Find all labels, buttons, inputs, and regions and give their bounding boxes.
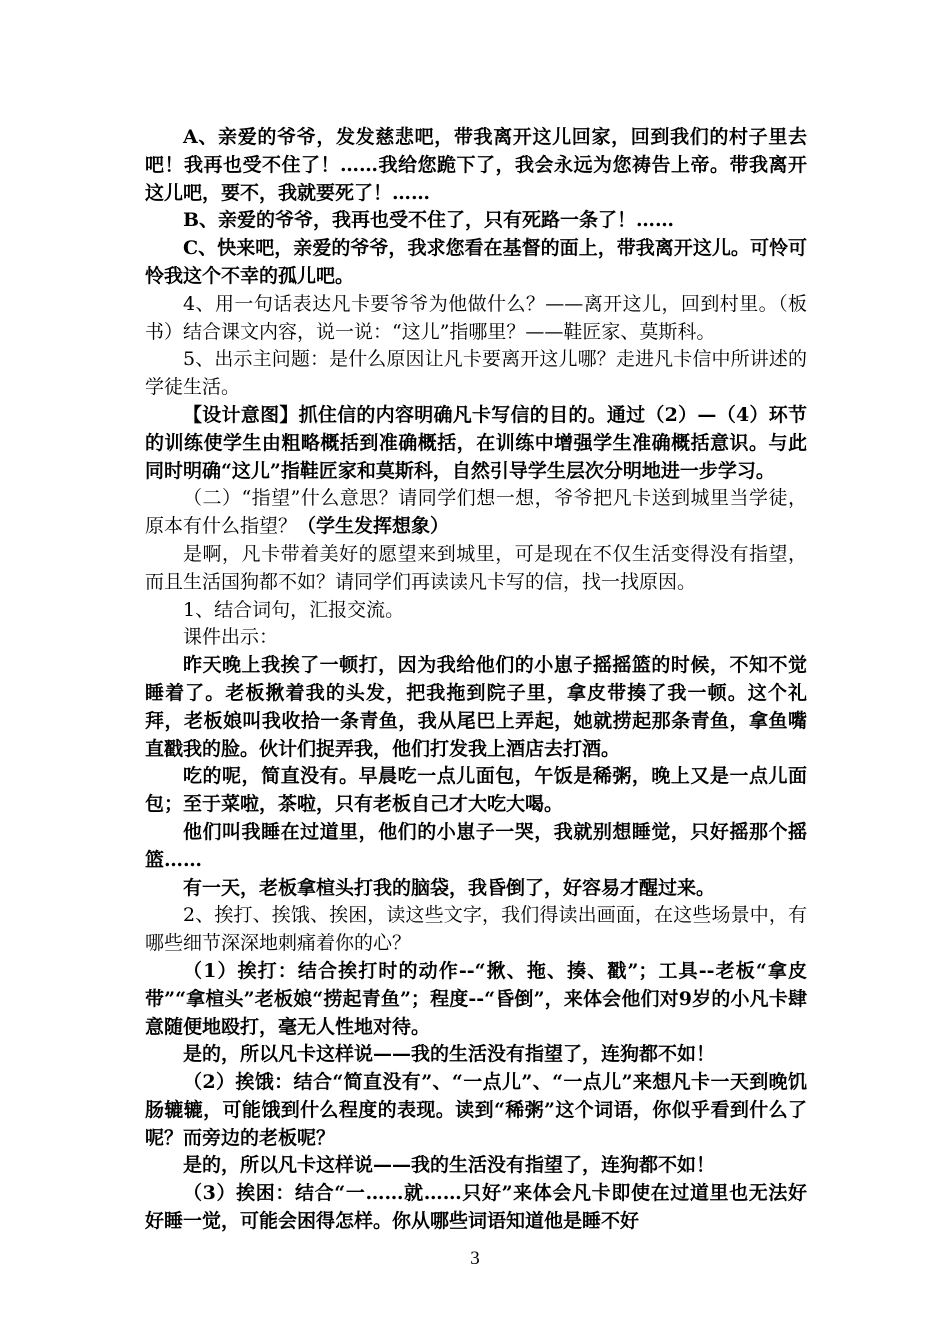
paragraph-intro: 是啊，凡卡带着美好的愿望来到城里，可是现在不仅生活变得没有指望，而且生活国狗都不如？请同学们再读读凡卡写的信，找一找原因。	[145, 542, 807, 593]
paragraph-quote-faint: 有一天，老板拿楦头打我的脑袋，我昏倒了，好容易才醒过来。	[183, 876, 716, 899]
paragraph-point-sleepy: （3）挨困：结合“一……就……只好”来体会凡卡即使在过道里也无法好好睡一觉，可能会困得怎样。你从哪些词语知道他是睡不好	[145, 1182, 807, 1233]
paragraph-step-4: 4、用一句话表达凡卡要爷爷为他做什么？——离开这儿，回到村里。（板书）结合课文内容，说一说：“这儿”指哪里？——鞋匠家、莫斯科。	[145, 292, 807, 343]
paragraph-step-2: 2、挨打、挨饿、挨困，读这些文字，我们得读出画面，在这些场景中，有哪些细节深深地刺痛着你的心？	[145, 904, 807, 955]
paragraph-quote-sleep: 他们叫我睡在过道里，他们的小崽子一哭，我就别想睡觉，只好摇那个摇篮……	[145, 820, 807, 871]
paragraph-point-beaten: （1）挨打：结合挨打时的动作--“揪、拖、揍、戳”；工具--老板“拿皮带”“拿楦头”老板娘“捞起青鱼”；程度--“昏倒”，来体会他们对9岁的小凡卡肆意随便地殴打，毫无人性地对待。	[145, 959, 807, 1038]
paragraph-quote-food: 吃的呢，简直没有。早晨吃一点儿面包，午饭是稀粥，晚上又是一点儿面包；至于菜啦，茶啦，只有老板自己才大吃大喝。	[145, 765, 807, 816]
paragraph-step-5: 5、出示主问题：是什么原因让凡卡要离开这儿哪？走进凡卡信中所讲述的学徒生活。	[145, 348, 807, 399]
page-number: 3	[470, 1248, 480, 1269]
paragraph-point-hunger: （2）挨饿：结合“简直没有”、“一点儿”、“一点儿”来想凡卡一天到晚饥肠辘辘，可能饿到什么程度的表现。读到“稀粥”这个词语，你似乎看到什么了呢？而旁边的老板呢？	[145, 1071, 807, 1149]
paragraph-quote-beaten: 昨天晚上我挨了一顿打，因为我给他们的小崽子摇摇篮的时候，不知不觉睡着了。老板揪着我的头发，把我拖到院子里，拿皮带揍了我一顿。这个礼拜，老板娘叫我收拾一条青鱼，我从尾巴上弄起，她就捞起那条青鱼，拿鱼嘴直戳我的脸。伙计们捉弄我，他们打发我上酒店去打酒。	[145, 654, 807, 760]
paragraph-option-a: A、亲爱的爷爷，发发慈悲吧，带我离开这儿回家，回到我们的村子里去吧！我再也受不住了！……我给您跪下了，我会永远为您祷告上帝。带我离开这儿吧，要不，我就要死了！……	[145, 126, 807, 204]
paragraph-conclusion-1: 是的，所以凡卡这样说——我的生活没有指望了，连狗都不如！	[183, 1043, 716, 1066]
paragraph-conclusion-2: 是的，所以凡卡这样说——我的生活没有指望了，连狗都不如！	[183, 1154, 716, 1177]
document-body	[145, 124, 807, 1236]
paragraph-option-b: B、亲爱的爷爷，我再也受不住了，只有死路一条了！……	[183, 209, 675, 232]
paragraph-option-c: C、快来吧，亲爱的爷爷，我求您看在基督的面上，带我离开这儿。可怜可怜我这个不幸的孤儿吧。	[145, 237, 807, 287]
paragraph-step-1: 1、结合词句，汇报交流。	[183, 598, 405, 621]
paragraph-design-intent: 【设计意图】抓住信的内容明确凡卡写信的目的。通过（2）—（4）环节的训练使学生由粗略概括到准确概括，在训练中增强学生准确概括意识。与此同时明确“这儿”指鞋匠家和莫斯科，自然引导学生层次分明地进一步学习。	[145, 403, 807, 482]
section-2-note: （学生发挥想象）	[297, 515, 450, 538]
paragraph-section-2	[145, 485, 807, 541]
paragraph-courseware-label: 课件出示：	[183, 626, 279, 649]
section-2-text: （二）“指望”什么意思？请同学们想一想，爷爷把凡卡送到城里当学徒，原本有什么指望？	[145, 487, 807, 538]
